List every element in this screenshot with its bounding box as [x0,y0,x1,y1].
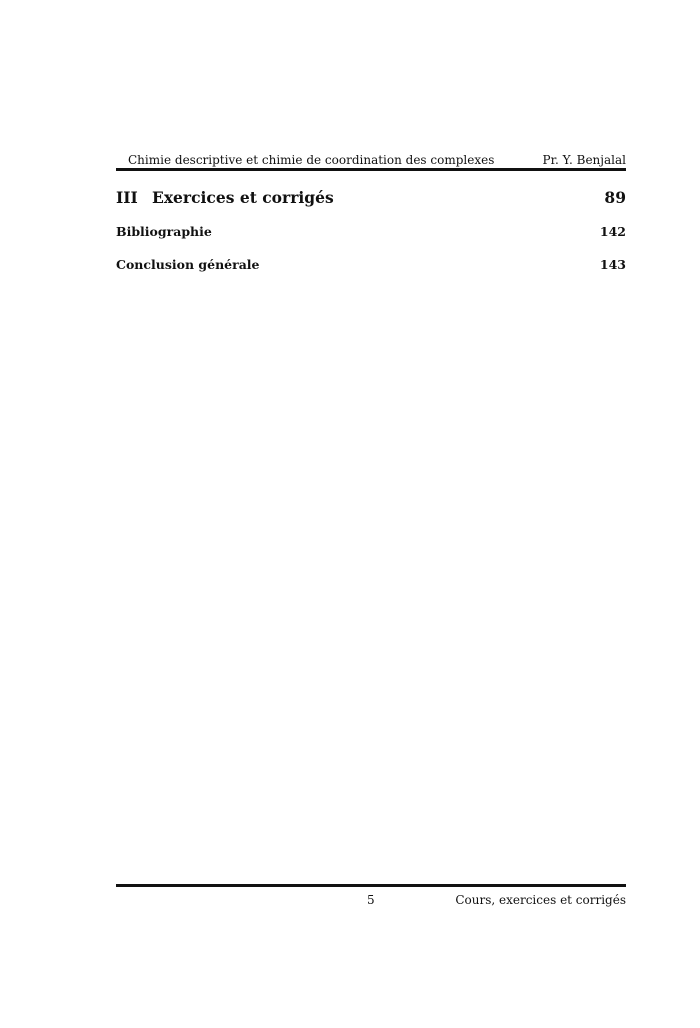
footer-rule [116,884,626,887]
toc-part-title: Exercices et corrigés [152,188,334,207]
header-rule [116,168,626,171]
toc-part-page: 89 [604,188,626,207]
toc-part-entry[interactable] [116,186,626,210]
footer-subtitle: Cours, exercices et corrigés [455,893,626,907]
header-author: Pr. Y. Benjalal [542,153,626,167]
toc-entry-conclusion[interactable] [116,255,626,275]
running-header [116,150,626,170]
toc-entry-title: Conclusion générale [116,257,260,272]
table-of-contents [116,186,626,275]
running-footer [116,890,626,910]
toc-entry-page: 142 [599,224,626,239]
toc-entry-bibliographie[interactable] [116,222,626,242]
toc-part-number: III [116,188,138,207]
header-course-title: Chimie descriptive et chimie de coordination des complexes [128,153,495,167]
toc-entry-page: 143 [599,257,626,272]
toc-entry-title: Bibliographie [116,224,212,239]
footer-page-number: 5 [367,893,375,907]
